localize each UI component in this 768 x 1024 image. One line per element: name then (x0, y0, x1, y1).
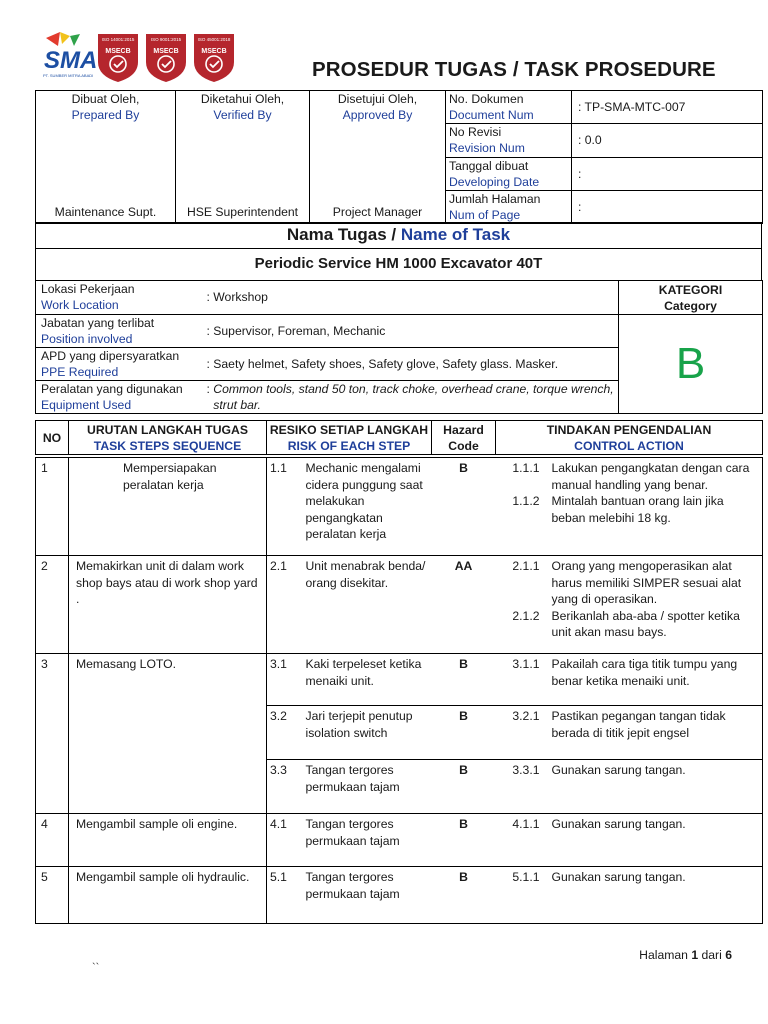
category-label-en: Category (664, 299, 717, 313)
task-title-table (35, 248, 762, 281)
step-task: Mengambil sample oli hydraulic. (69, 867, 267, 924)
doc-num-label: No. Dokumen (449, 92, 524, 106)
control-text: Gunakan sarung tangan. (551, 870, 686, 884)
work-location-label-en: Work Location (41, 298, 119, 312)
control-cell (496, 654, 763, 706)
approved-by-label-en: Approved By (342, 108, 413, 122)
step-no: 5 (36, 867, 69, 924)
page-prefix: Halaman (639, 948, 692, 962)
task-info-table (35, 280, 763, 414)
control-item (496, 608, 759, 641)
cert-badge-3-line1: ISO 45001:2018 (197, 37, 231, 42)
col-header-task-id: URUTAN LANGKAH TUGAS (87, 423, 248, 437)
col-header-risk-en: RISK OF EACH STEP (287, 439, 411, 453)
verified-by-cell (176, 91, 310, 224)
control-text: Pakailah cara tiga titik tumpu yang benar ketika menaiki unit. (551, 657, 738, 688)
hazard-code: B (432, 760, 496, 814)
work-location-label: Lokasi Pekerjaan (41, 282, 135, 296)
risk-text: Jari terjepit penutup isolation switch (303, 706, 432, 760)
approval-table (35, 90, 763, 224)
risk-num: 1.1 (267, 458, 303, 556)
task-name-table (35, 222, 762, 249)
col-header-hazard-en: Code (448, 439, 479, 453)
table-row (36, 556, 763, 654)
task-name-label-id: Nama Tugas / (286, 225, 401, 244)
page-indicator (639, 948, 732, 962)
equipment-value-cell (206, 381, 619, 414)
table-row (36, 458, 763, 556)
doc-num-label-cell (446, 91, 572, 124)
control-text: Berikanlah aba-aba / spotter ketika unit akan masu bays. (551, 608, 740, 639)
page-current: 1 (691, 948, 699, 962)
work-location-value: : Workshop (206, 281, 619, 315)
risk-text: Tangan tergores permukaan tajam (303, 814, 432, 867)
control-cell (496, 814, 763, 867)
control-cell (496, 867, 763, 924)
hazard-code: B (432, 654, 496, 706)
col-header-control-en: CONTROL ACTION (574, 439, 684, 453)
control-num: 1.1.1 (512, 461, 540, 475)
control-num: 2.1.2 (512, 608, 540, 623)
approved-by-cell (310, 91, 446, 224)
ppe-label-cell (36, 348, 206, 381)
control-item (496, 869, 759, 886)
risk-text: Mechanic mengalami cidera punggung saat melakukan pengangkatan peralatan kerja (303, 458, 432, 556)
col-header-task (69, 421, 267, 455)
dev-date-value: : (572, 157, 763, 190)
task-title: Periodic Service HM 1000 Excavator 40T (36, 249, 762, 281)
hazard-code: B (432, 458, 496, 556)
step-no: 4 (36, 814, 69, 867)
step-task: Memakirkan unit di dalam work shop bays atau di work shop yard . (69, 556, 267, 654)
cert-badge-2-line2: MSECB (153, 48, 179, 55)
equipment-label-cell (36, 381, 206, 414)
dev-date-label-cell (446, 157, 572, 190)
control-num: 5.1.1 (512, 870, 540, 884)
step-task: Memasang LOTO. (69, 654, 267, 814)
task-name-label-en: Name of Task (400, 225, 511, 244)
num-pages-label-cell (446, 190, 572, 223)
category-label: KATEGORI (658, 283, 723, 297)
cert-badge-3-line2: MSECB (201, 48, 227, 55)
hazard-code: B (432, 867, 496, 924)
prepared-by-label: Dibuat Oleh, (71, 92, 140, 106)
control-num: 4.1.1 (512, 817, 540, 831)
cert-badge-2 (146, 34, 186, 82)
control-text: Mintalah bantuan orang lain jika beban melebihi 18 kg. (551, 494, 724, 525)
page-mid: dari (698, 948, 726, 962)
control-num: 2.1.1 (512, 559, 540, 573)
control-item (496, 656, 759, 689)
rev-num-label-cell (446, 124, 572, 157)
equipment-value: Common tools, stand 50 ton, track choke, overhead crane, torque wrench, strut bar. (213, 382, 614, 412)
col-header-hazard (432, 421, 496, 455)
control-text: Lakukan pengangkatan dengan cara manual handling yang benar. (551, 461, 750, 492)
step-task: Mengambil sample oli engine. (69, 814, 267, 867)
work-location-label-cell (36, 281, 206, 315)
verified-by-label: Diketahui Oleh, (200, 92, 285, 106)
control-num: 3.2.1 (512, 709, 540, 723)
header-logos (40, 28, 240, 86)
step-no: 2 (36, 556, 69, 654)
control-cell (496, 706, 763, 760)
category-header (619, 281, 763, 315)
control-num: 1.1.2 (512, 494, 540, 508)
col-header-task-en: TASK STEPS SEQUENCE (93, 439, 242, 453)
footer-mark: `` (92, 962, 100, 974)
ppe-label: APD yang dipersyaratkan (41, 349, 180, 363)
dev-date-label-en: Developing Date (449, 174, 540, 189)
risk-num: 2.1 (267, 556, 303, 654)
position-label-en: Position involved (41, 332, 133, 346)
col-header-control-id: TINDAKAN PENGENDALIAN (546, 423, 712, 437)
table-row (36, 867, 763, 924)
sma-logo-icon (42, 30, 97, 80)
col-header-no: NO (36, 421, 69, 455)
num-pages-value: : (572, 190, 763, 223)
risk-text: Tangan tergores permukaan tajam (303, 867, 432, 924)
risk-text: Unit menabrak benda/ orang disekitar. (303, 556, 432, 654)
cert-badge-1 (98, 34, 138, 82)
ppe-label-en: PPE Required (41, 365, 119, 379)
control-text: Orang yang mengoperasikan alat harus memiliki SIMPER sesuai alat yang di operasikan. (551, 559, 742, 606)
control-item (496, 558, 759, 608)
step-no: 1 (36, 458, 69, 556)
cert-badge-2-line1: ISO 9001:2015 (150, 37, 182, 42)
num-pages-label-en: Num of Page (449, 207, 521, 222)
task-name-label (36, 223, 762, 249)
control-num: 3.1.1 (512, 657, 540, 671)
steps-body (36, 458, 763, 924)
control-item (496, 493, 759, 526)
col-header-control (496, 421, 763, 455)
control-text: Gunakan sarung tangan. (551, 763, 686, 777)
page-total: 6 (725, 948, 732, 962)
step-task: Mempersiapakan peralatan kerja (69, 458, 267, 556)
position-label-cell (36, 315, 206, 348)
control-num: 3.3.1 (512, 763, 540, 777)
control-cell (496, 556, 763, 654)
col-header-risk-id: RESIKO SETIAP LANGKAH (269, 423, 429, 437)
hazard-code: AA (432, 556, 496, 654)
document-title: PROSEDUR TUGAS / TASK PROSEDURE (312, 58, 716, 81)
cert-badge-1-line1: ISO 14001:2015 (101, 37, 135, 42)
control-item (496, 460, 759, 493)
position-value: : Supervisor, Foreman, Mechanic (206, 315, 619, 348)
col-header-risk (267, 421, 432, 455)
control-cell (496, 760, 763, 814)
col-header-hazard-id: Hazard (443, 423, 484, 437)
dev-date-label: Tanggal dibuat (449, 158, 529, 173)
sma-logo-tagline: PT. SUMBER MITRA ABADI (43, 73, 94, 78)
doc-num-label-en: Document Num (449, 108, 534, 122)
control-item (496, 708, 759, 741)
control-cell (496, 458, 763, 556)
risk-num: 4.1 (267, 814, 303, 867)
hazard-code: B (432, 706, 496, 760)
company-logo (40, 28, 240, 86)
equipment-colon: : (206, 382, 214, 396)
step-no: 3 (36, 654, 69, 814)
control-text: Gunakan sarung tangan. (551, 817, 686, 831)
risk-text: Tangan tergores permukaan tajam (303, 760, 432, 814)
control-item (496, 762, 759, 779)
risk-num: 3.3 (267, 760, 303, 814)
cert-badge-1-line2: MSECB (105, 48, 131, 55)
hazard-code: B (432, 814, 496, 867)
rev-num-value: : 0.0 (572, 124, 763, 157)
rev-num-label: No Revisi (449, 125, 502, 140)
position-label: Jabatan yang terlibat (41, 316, 155, 330)
ppe-value: : Saety helmet, Safety shoes, Safety glove, Safety glass. Masker. (206, 348, 619, 381)
steps-header-table (35, 420, 763, 455)
risk-text: Kaki terpeleset ketika menaiki unit. (303, 654, 432, 706)
sma-logo-text: SMA (44, 47, 98, 74)
risk-num: 3.1 (267, 654, 303, 706)
rev-num-label-en: Revision Num (449, 141, 525, 156)
table-row (36, 814, 763, 867)
approved-by-label: Disetujui Oleh, (337, 92, 418, 106)
prepared-by-label-en: Prepared By (71, 108, 140, 122)
control-text: Pastikan pegangan tangan tidak berada di titik jepit engsel (551, 709, 726, 740)
verified-by-label-en: Verified By (213, 108, 272, 122)
prepared-by-role: Maintenance Supt. (54, 205, 157, 219)
equipment-label: Peralatan yang digunakan (41, 382, 183, 396)
approved-by-role: Project Manager (332, 205, 423, 219)
risk-num: 5.1 (267, 867, 303, 924)
control-item (496, 816, 759, 833)
risk-num: 3.2 (267, 706, 303, 760)
steps-table (35, 457, 763, 924)
verified-by-role: HSE Superintendent (186, 205, 299, 219)
equipment-label-en: Equipment Used (41, 398, 132, 412)
prepared-by-cell (36, 91, 176, 224)
category-value: B (619, 315, 763, 414)
table-row (36, 654, 763, 706)
cert-badge-3 (194, 34, 234, 82)
doc-num-value: : TP-SMA-MTC-007 (572, 91, 763, 124)
num-pages-label: Jumlah Halaman (449, 191, 541, 206)
